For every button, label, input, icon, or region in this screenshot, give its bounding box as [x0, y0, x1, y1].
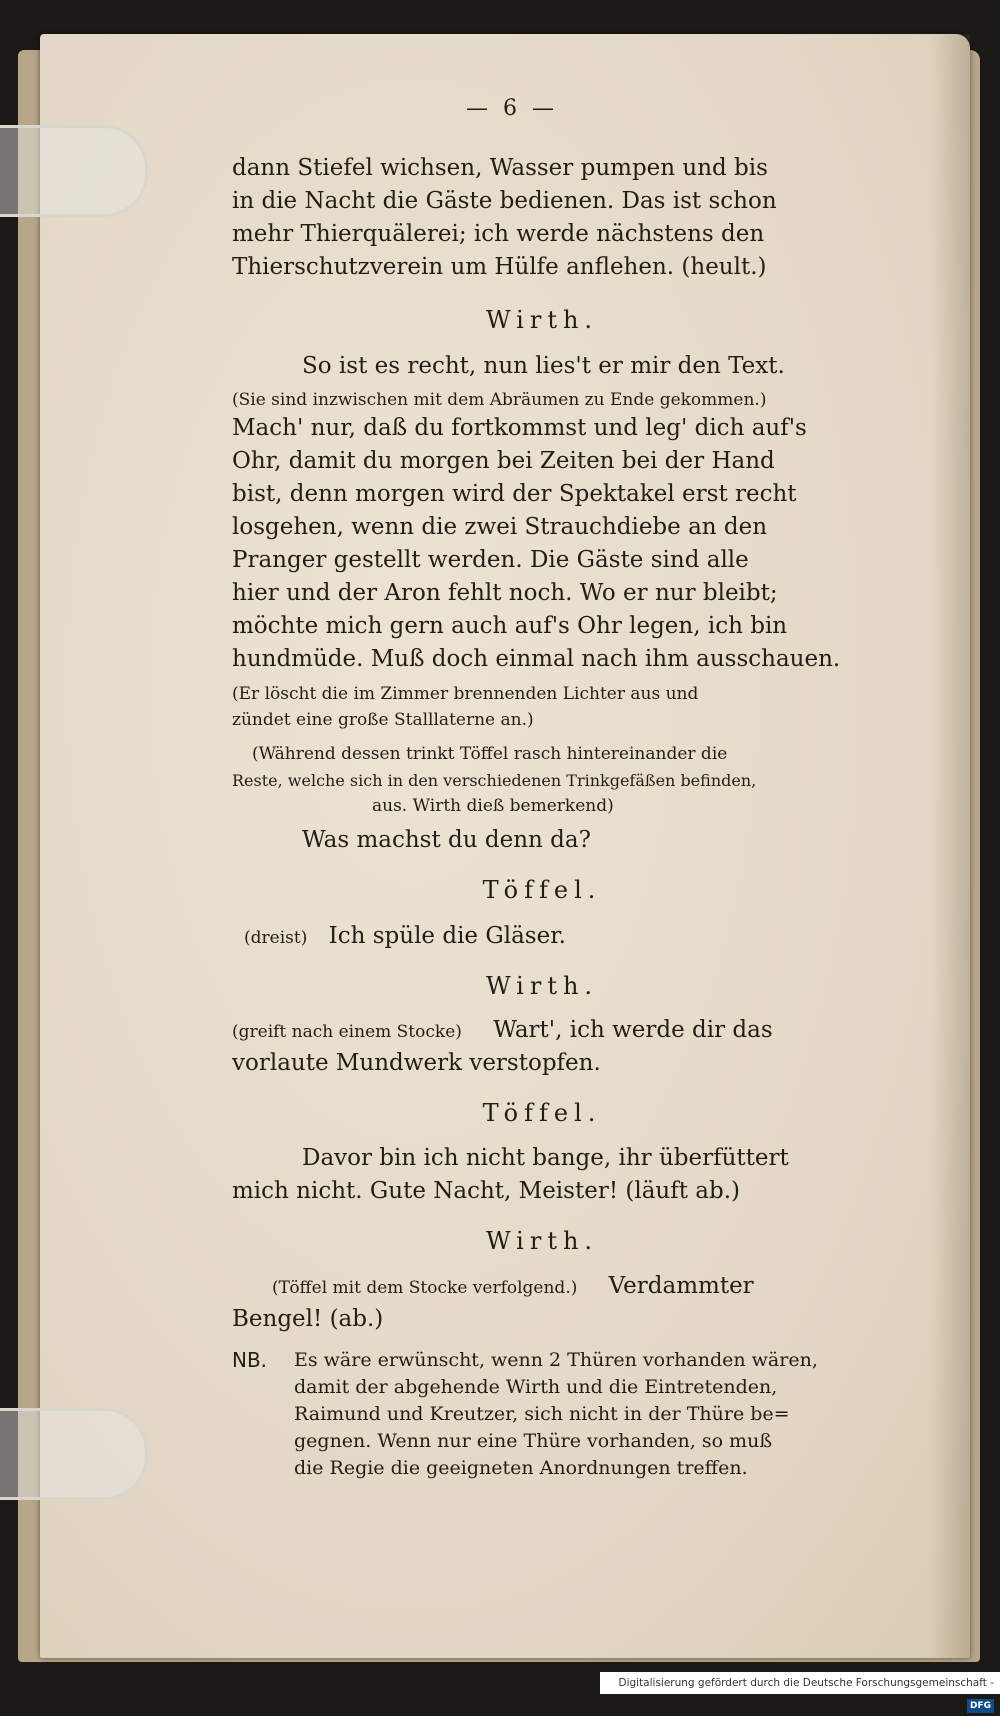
text-line: Davor bin ich nicht bange, ihr überfüttert — [302, 1145, 789, 1171]
note-label: NB. — [232, 1348, 268, 1372]
speaker-name: Wirth. — [485, 972, 599, 1000]
note-line: die Regie die geeigneten Anordnungen treffen. — [294, 1457, 748, 1479]
text-line: Mach' nur, daß du fortkommst und leg' dich auf's — [232, 415, 807, 441]
text-line: möchte mich gern auch auf's Ohr legen, ich bin — [232, 613, 788, 639]
stage-direction: (dreist) — [244, 928, 308, 948]
text-line: Ich spüle die Gläser. — [328, 923, 566, 949]
text-line: Verdammter — [608, 1273, 754, 1299]
text-line: bist, denn morgen wird der Spektakel erst recht — [232, 481, 797, 507]
page-edge-shadow — [930, 34, 970, 1658]
speaker-name: Töffel. — [482, 1099, 602, 1127]
stage-direction: (greift nach einem Stocke) — [232, 1022, 462, 1042]
text-line: mehr Thierquälerei; ich werde nächstens den — [232, 221, 765, 247]
text-line: Bengel! (ab.) — [232, 1306, 384, 1332]
book-clip-top — [0, 125, 148, 217]
page-number: — 6 — — [466, 96, 558, 121]
stage-direction: zündet eine große Stalllaterne an.) — [232, 710, 534, 730]
text-line: dann Stiefel wichsen, Wasser pumpen und bis — [232, 155, 768, 181]
credit-text: Digitalisierung gefördert durch die Deutsche Forschungsgemeinschaft - — [618, 1677, 994, 1689]
text-line: in die Nacht die Gäste bedienen. Das ist schon — [232, 188, 777, 214]
text-line: vorlaute Mundwerk verstopfen. — [232, 1050, 601, 1076]
text-line: hier und der Aron fehlt noch. Wo er nur bleibt; — [232, 580, 778, 606]
text-line: losgehen, wenn die zwei Strauchdiebe an den — [232, 514, 768, 540]
text-line: So ist es recht, nun lies't er mir den Text. — [302, 353, 785, 379]
note-line: damit der abgehende Wirth und die Eintretenden, — [294, 1376, 778, 1398]
speaker-name: Töffel. — [482, 876, 602, 904]
stage-direction: aus. Wirth dieß bemerkend) — [372, 796, 614, 816]
text-line: Wart', ich werde dir das — [493, 1017, 773, 1043]
digitization-credit — [600, 1672, 1000, 1711]
note-line: gegnen. Wenn nur eine Thüre vorhanden, so muß — [294, 1430, 773, 1452]
stage-direction: (Während dessen trinkt Töffel rasch hintereinander die — [252, 744, 728, 764]
stage-direction: Reste, welche sich in den verschiedenen Trinkgefäßen befinden, — [232, 771, 757, 790]
note-line: Es wäre erwünscht, wenn 2 Thüren vorhanden wären, — [294, 1349, 818, 1371]
stage-direction: (Töffel mit dem Stocke verfolgend.) — [272, 1278, 578, 1298]
speaker-name: Wirth. — [485, 306, 599, 334]
text-line: Ohr, damit du morgen bei Zeiten bei der Hand — [232, 448, 775, 474]
dfg-logo: DFG — [967, 1699, 994, 1713]
stage-direction: (Er löscht die im Zimmer brennenden Lichter aus und — [232, 684, 699, 704]
text-line: Was machst du denn da? — [302, 827, 591, 853]
text-line: mich nicht. Gute Nacht, Meister! (läuft ab.) — [232, 1178, 741, 1204]
text-line: hundmüde. Muß doch einmal nach ihm ausschauen. — [232, 646, 841, 672]
text-line: Thierschutzverein um Hülfe anflehen. (heult.) — [232, 254, 767, 280]
stage-direction: (Sie sind inzwischen mit dem Abräumen zu Ende gekommen.) — [232, 390, 767, 410]
production-note — [232, 1347, 872, 1482]
text-line: Pranger gestellt werden. Die Gäste sind alle — [232, 547, 749, 573]
speaker-name: Wirth. — [485, 1227, 599, 1255]
note-line: Raimund und Kreutzer, sich nicht in der Thüre be= — [294, 1403, 790, 1425]
book-clip-bottom — [0, 1408, 148, 1500]
